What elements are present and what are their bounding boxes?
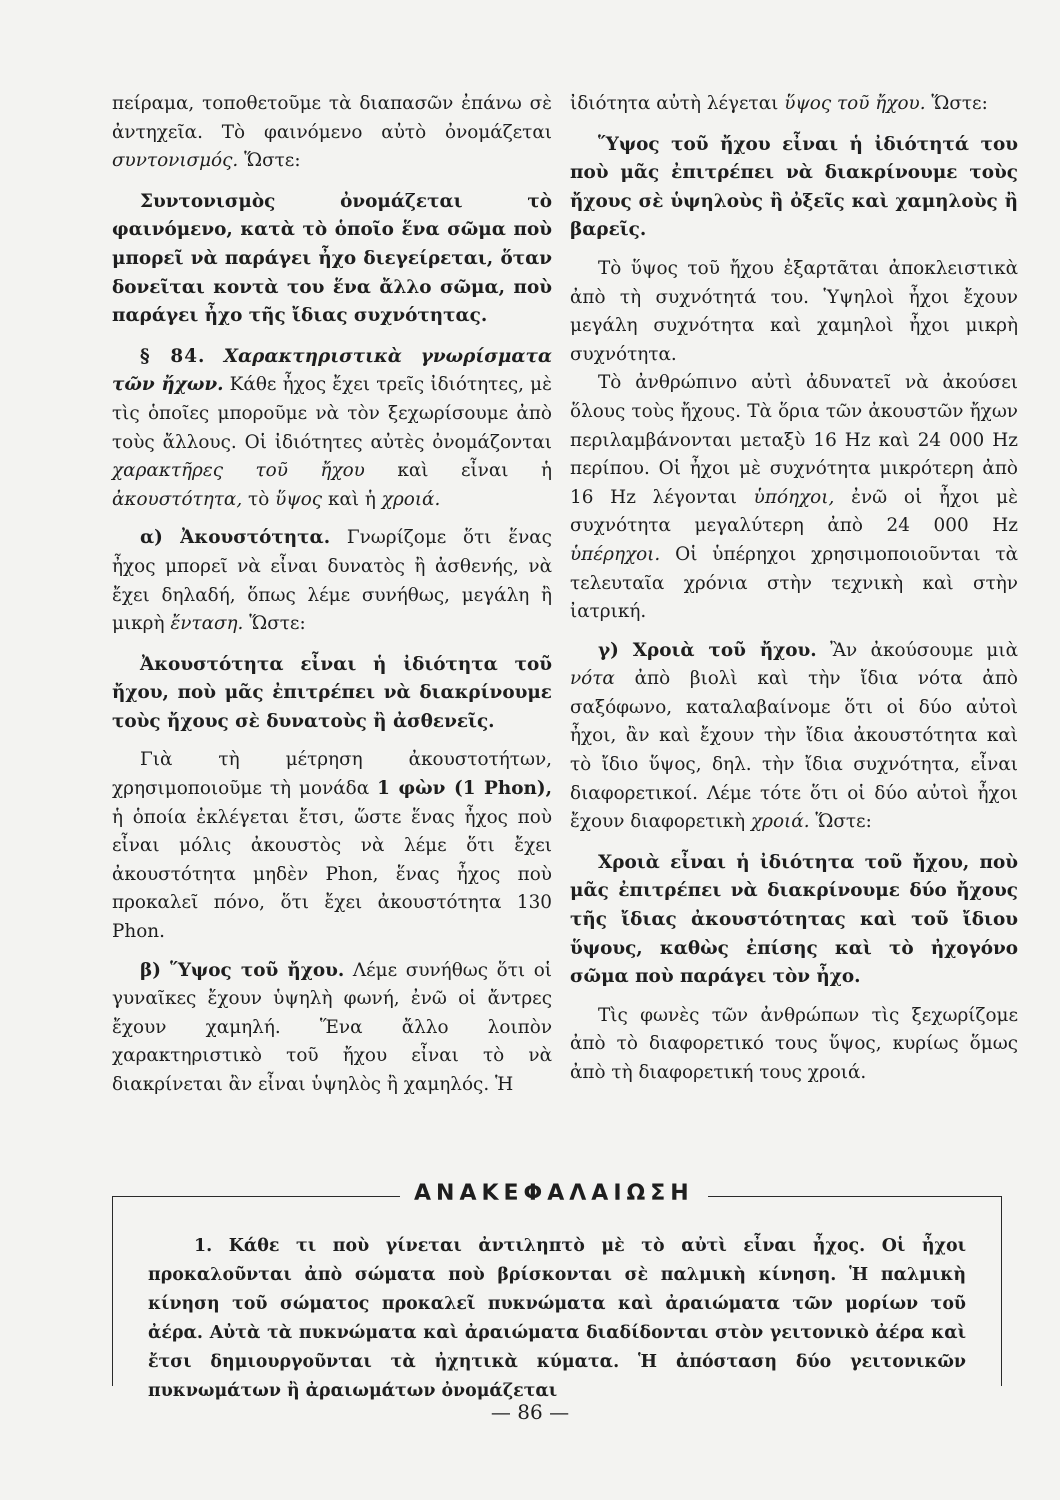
right-column — [570, 90, 1018, 1088]
paragraph-audible-range: Τὸ ἀνθρώπινο αὐτὶ ἀδυνατεῖ νὰ ἀκούσει ὅλους τοὺς ἤχους. Τὰ ὅρια τῶν ἀκουστῶν ἤχων περιλαμβάνονται μεταξὺ 16 Hz καὶ 24 000 Hz περίπου. Οἱ ἦχοι μὲ συχνότητα μικρότερη ἀπὸ 16 Hz λέγονται ὑπόηχοι, ἐνῶ οἱ ἦχοι μὲ συχνότητα μεγαλύτερη ἀπὸ 24 000 Hz ὑπέρηχοι. Οἱ ὑπέρηχοι χρησιμοποιοῦνται τὰ τελευταῖα χρόνια στὴν τεχνικὴ καὶ στὴν ἰατρική. — [570, 372, 1018, 623]
subsection-pitch: β) Ὕψος τοῦ ἤχου. Λέμε συνήθως ὅτι οἱ γυναῖκες ἔχουν ὑψηλὴ φωνή, ἐνῶ οἱ ἄντρες ἔχουν χαμηλή. Ἕνα ἄλλο λοιπὸν χαρακτηριστικὸ τοῦ ἤχου εἶναι τὸ νὰ διακρίνεται ἂν εἶναι ὑψηλὸς ἢ χαμηλός. Ἡ — [112, 959, 552, 1095]
section-heading-84: § 84. Χαρακτηριστικὰ γνωρίσματα τῶν ἤχων. Κάθε ἦχος ἔχει τρεῖς ἰδιότητες, μὲ τὶς ὁποῖες μποροῦμε νὰ τὸν ξεχωρίσουμε ἀπὸ τοὺς ἄλλους. Οἱ ἰδιότητες αὐτὲς ὀνομάζονται χαρακτῆρες τοῦ ἤχου καὶ εἶναι ἡ ἀκουστότητα, τὸ ὕψος καὶ ἡ χροιά. — [112, 345, 552, 510]
summary-title: ΑΝΑΚΕΦΑΛΑΙΩΣΗ — [400, 1181, 708, 1206]
paragraph: πείραμα, τοποθετοῦμε τὰ διαπασῶν ἐπάνω σὲ ἀντηχεῖα. Τὸ φαινόμενο αὐτὸ ὀνομάζεται συντονισμός. Ὥστε: — [112, 93, 552, 172]
summary-item-1: 1. Κάθε τι ποὺ γίνεται ἀντιληπτὸ μὲ τὸ αὐτὶ εἶναι ἦχος. Οἱ ἦχοι προκαλοῦνται ἀπὸ σώματα ποὺ βρίσκονται σὲ παλμικὴ κίνηση. Ἡ παλμικὴ κίνηση τοῦ σώματος προκαλεῖ πυκνώματα καὶ ἀραιώματα τῶν μορίων τοῦ ἀέρα. Αὐτὰ τὰ πυκνώματα καὶ ἀραιώματα διαδίδονται στὸν γειτονικὸ ἀέρα καὶ ἔτσι δημιουργοῦνται τὰ ἠχητικὰ κύματα. Ἡ ἀπόσταση δύο γειτονικῶν πυκνωμάτων ἢ ἀραιωμάτων ὀνομάζεται — [148, 1236, 966, 1401]
paragraph-frequency: Τὸ ὕψος τοῦ ἤχου ἐξαρτᾶται ἀποκλειστικὰ ἀπὸ τὴ συχνότητά του. Ὑψηλοὶ ἦχοι ἔχουν μεγάλη συχνότητα καὶ χαμηλοὶ ἦχοι μικρὴ συχνότητα. — [570, 257, 1018, 365]
definition-resonance: Συντονισμὸς ὀνομάζεται τὸ φαινόμενο, κατὰ τὸ ὁποῖο ἕνα σῶμα ποὺ μπορεῖ νὰ παράγει ἦχο διεγείρεται, ὅταν δονεῖται κοντὰ του ἕνα ἄλλο σῶμα, ποὺ παράγει ἦχο τῆς ἴδιας συχνότητας. — [112, 190, 552, 327]
paragraph-voices: Τὶς φωνὲς τῶν ἀνθρώπων τὶς ξεχωρίζομε ἀπὸ τὸ διαφορετικό τους ὕψος, κυρίως ὅμως ἀπὸ τὴ διαφορετική τους χροιά. — [570, 1004, 1018, 1083]
subsection-timbre: γ) Χροιὰ τοῦ ἤχου. Ἂν ἀκούσουμε μιὰ νότα ἀπὸ βιολὶ καὶ τὴν ἴδια νότα ἀπὸ σαξόφωνο, καταλαβαίνομε ὅτι οἱ δύο αὐτοὶ ἦχοι, ἂν καὶ ἔχουν τὴν ἴδια ἀκουστότητα καὶ τὸ ἴδιο ὕψος, δηλ. τὴν ἴδια συχνότητα, εἶναι διαφορετικοί. Λέμε τότε ὅτι οἱ δύο αὐτοὶ ἦχοι ἔχουν διαφορετικὴ χροιά. Ὥστε: — [570, 639, 1018, 833]
paragraph-phon: Γιὰ τὴ μέτρηση ἀκουστοτήτων, χρησιμοποιοῦμε τὴ μονάδα 1 φὼν (1 Phon), ἡ ὁποία ἐκλέγεται ἔτσι, ὥστε ἕνας ἦχος ποὺ εἶναι μόλις ἀκουστὸς νὰ λέμε ὅτι ἔχει ἀκουστότητα μηδὲν Phon, ἕνας ἦχος ποὺ προκαλεῖ πόνο, ὅτι ἔχει ἀκουστότητα 130 Phon. — [112, 749, 552, 943]
definition-timbre: Χροιὰ εἶναι ἡ ἰδιότητα τοῦ ἤχου, ποὺ μᾶς ἐπιτρέπει νὰ διακρίνουμε δύο ἤχους τῆς ἴδιας ἀκουστότητας καὶ τοῦ ἴδιου ὕψους, καθὼς ἐπίσης καὶ τὸ ἠχογόνο σῶμα ποὺ παράγει τὸν ἦχο. — [570, 851, 1018, 988]
page-number: — 86 — — [490, 1400, 570, 1424]
definition-pitch: Ὕψος τοῦ ἤχου εἶναι ἡ ἰδιότητά του ποὺ μᾶς ἐπιτρέπει νὰ διακρίνουμε τοὺς ἤχους σὲ ὑψηλοὺς ἢ ὀξεῖς καὶ χαμηλοὺς ἢ βαρεῖς. — [570, 133, 1018, 241]
summary-text — [148, 1232, 966, 1406]
definition-loudness: Ἀκουστότητα εἶναι ἡ ἰδιότητα τοῦ ἤχου, ποὺ μᾶς ἐπιτρέπει νὰ διακρίνουμε τοὺς ἤχους σὲ δυνατοὺς ἢ ἀσθενεῖς. — [112, 653, 552, 732]
paragraph: ἰδιότητα αὐτὴ λέγεται ὕψος τοῦ ἤχου. Ὥστε: — [570, 93, 988, 114]
subsection-loudness: α) Ἀκουστότητα. Γνωρίζομε ὅτι ἕνας ἦχος μπορεῖ νὰ εἶναι δυνατὸς ἢ ἀσθενής, νὰ ἔχει δηλαδή, ὅπως λέμε συνήθως, μεγάλη ἢ μικρὴ ἔνταση. Ὥστε: — [112, 527, 552, 635]
left-column — [112, 90, 552, 1100]
